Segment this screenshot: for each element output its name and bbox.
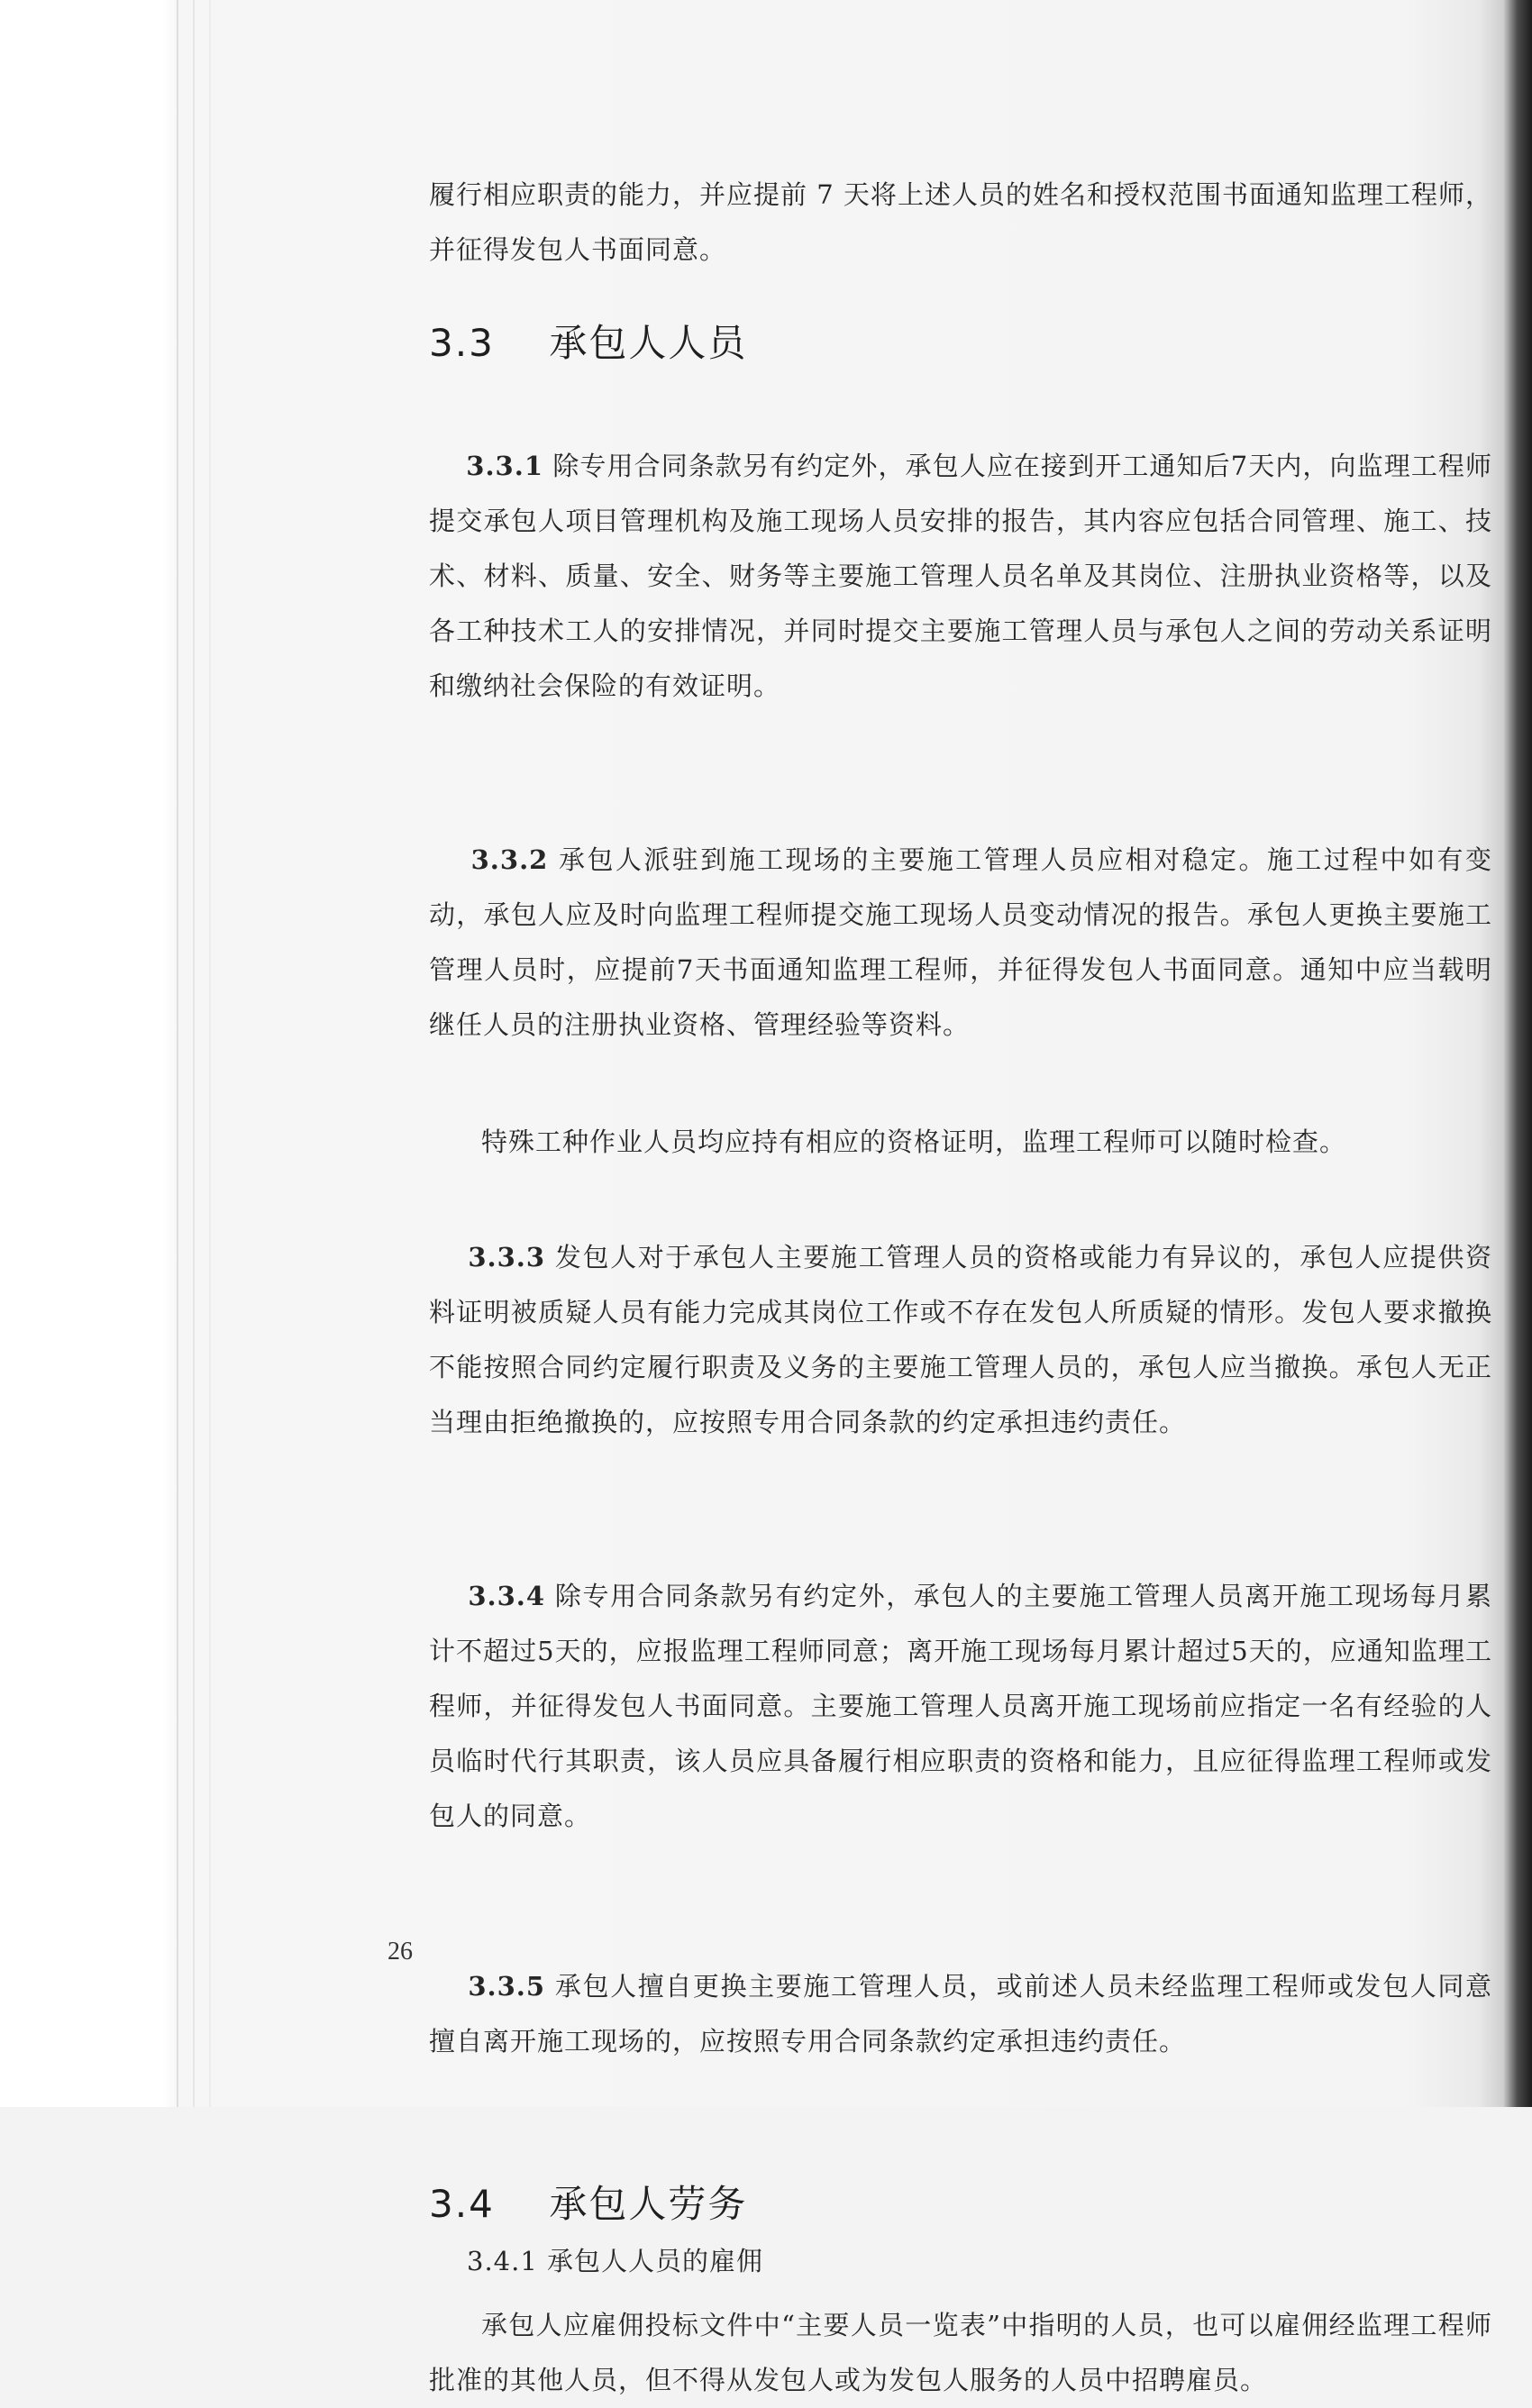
clause-3-3-5 bbox=[429, 1904, 1492, 2124]
section-number: 3.3 bbox=[429, 321, 495, 365]
page-edge-line bbox=[177, 0, 178, 2107]
section-title: 承包人人员 bbox=[549, 321, 748, 365]
clause-number: 3.3.3 bbox=[468, 1242, 546, 1272]
clause-number: 3.3.4 bbox=[468, 1581, 546, 1611]
clause-3-3-2 bbox=[429, 778, 1492, 1108]
clause-text: 除专用合同条款另有约定外，承包人的主要施工管理人员离开施工现场每月累计不超过5天的，应报监理工程师同意；离开施工现场每月累计超过5天的，应通知监理工程师，并征得发包人书面同意。主要施工管理人员离开施工现场前应指定一名有经验的人员临时代行其职责，该人员应具备履行相应职责的资格和能力，且应征得监理工程师或发包人的同意。 bbox=[429, 1581, 1492, 1831]
page-number: 26 bbox=[388, 1938, 413, 1966]
clause-number: 3.3.1 bbox=[466, 451, 543, 481]
clause-number: 3.3.5 bbox=[468, 1971, 546, 2002]
clause-3-3-4 bbox=[429, 1514, 1492, 1899]
clause-3-3-3 bbox=[429, 1175, 1492, 1505]
clause-text: 除专用合同条款另有约定外，承包人应在接到开工通知后7天内，向监理工程师提交承包人项目管理机构及施工现场人员安排的报告，其内容应包括合同管理、施工、技术、材料、质量、安全、财务等主要施工管理人员名单及其岗位、注册执业资格等，以及各工种技术工人的安排情况，并同时提交主要施工管理人员与承包人之间的劳动关系证明和缴纳社会保险的有效证明。 bbox=[429, 451, 1493, 701]
section-heading-3-3 bbox=[339, 314, 1492, 368]
document-page bbox=[429, 168, 1492, 2408]
clause-number: 3.3.2 bbox=[470, 844, 549, 875]
page-edge-line bbox=[193, 0, 195, 2107]
clause-text: 承包人擅自更换主要施工管理人员，或前述人员未经监理工程师或发包人同意擅自离开施工现场的，应按照专用合同条款约定承担违约责任。 bbox=[429, 1971, 1492, 2057]
subsection-heading-3-4-1: 3.4.1 承包人人员的雇佣 bbox=[467, 2246, 764, 2276]
section-heading-3-4 bbox=[339, 2175, 1492, 2229]
paragraph-continued: 履行相应职责的能力，并应提前 7 天将上述人员的姓名和授权范围书面通知监理工程师，并征得发包人书面同意。 bbox=[429, 179, 1492, 265]
section-title: 承包人劳务 bbox=[549, 2182, 748, 2226]
clause-text: 发包人对于承包人主要施工管理人员的资格或能力有异议的，承包人应提供资料证明被质疑人员有能力完成其岗位工作或不存在发包人所质疑的情形。发包人要求撤换不能按照合同约定履行职责及义务的主要施工管理人员的，承包人应当撤换。承包人无正当理由拒绝撤换的，应按照专用合同条款的约定承担违约责任。 bbox=[429, 1242, 1492, 1437]
page-edge-line bbox=[209, 0, 211, 2107]
clause-3-3-1 bbox=[429, 384, 1492, 769]
paragraph-special-workers: 特殊工种作业人员均应持有相应的资格证明，监理工程师可以随时检查。 bbox=[481, 1126, 1347, 1157]
paragraph-hiring: 承包人应雇佣投标文件中“主要人员一览表”中指明的人员，也可以雇佣经监理工程师批准的其他人员，但不得从发包人或为发包人服务的人员中招聘雇员。 bbox=[429, 2310, 1492, 2395]
clause-text: 承包人派驻到施工现场的主要施工管理人员应相对稳定。施工过程中如有变动，承包人应及时向监理工程师提交施工现场人员变动情况的报告。承包人更换主要施工管理人员时，应提前7天书面通知监理工程师，并征得发包人书面同意。通知中应当载明继任人员的注册执业资格、管理经验等资料。 bbox=[429, 844, 1492, 1040]
section-number: 3.4 bbox=[429, 2182, 495, 2226]
